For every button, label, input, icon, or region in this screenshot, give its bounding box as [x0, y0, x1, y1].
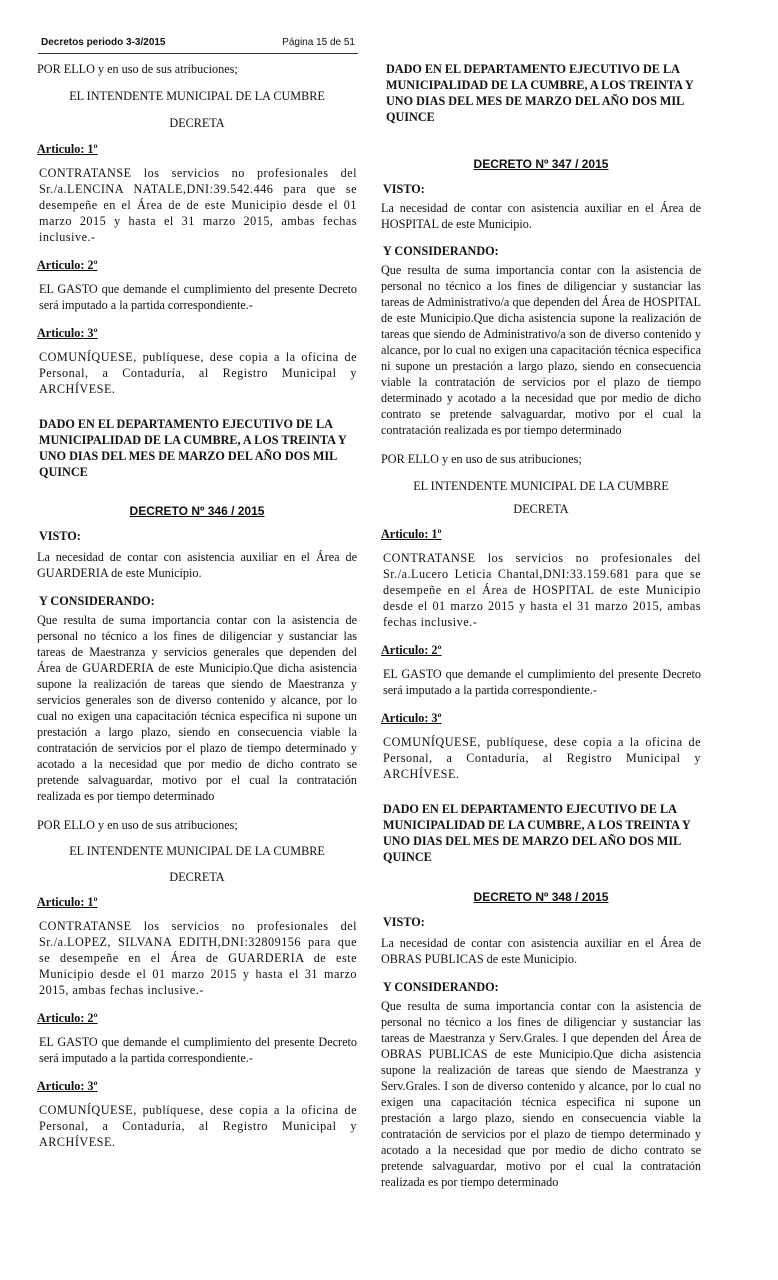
- article-2-text: EL GASTO que demande el cumplimiento del presente Decreto será imputado a la partida correspondiente.-: [39, 282, 357, 312]
- b-article-1-text: CONTRATANSE los servicios no profesionales del Sr./a.LOPEZ, SILVANA EDITH,DNI:32809156 para que se desempeñe en el Área de GUARDERIA de este Municipio desde el 01 marzo 2015 y hasta el 31 marzo 2015, ambas fechas inclusive.-: [39, 919, 357, 997]
- article-1-label: Articulo: 1º: [37, 142, 98, 156]
- page-header: [41, 37, 355, 51]
- right-column: [381, 61, 701, 1190]
- b-article-3-label: Articulo: 3º: [37, 1079, 98, 1093]
- considerando-text-348: Que resulta de suma importancia contar con la asistencia de personal no técnico a los fines de diligenciar y sustanciar las tareas de Maestranza y Serv.Grales. I que dependen del Área de OBRAS PUBLICAS de este Municipio.Que dicha asistencia supone la realización de tareas que siendo de Maestranza y Serv.Grales. I son de diverso contenido y alcance, por lo cual no exigen una capacitación técnica especifica ni supone un prestación a largo plazo, siendo en consecuencia viable la contratación de servicios por el plazo de tiempo determinado y acotado a la necesidad que por medio de dicho contrato se pretende salvaguardar, motivo por el cual la contratación realizada es por tiempo determinado: [381, 999, 701, 1189]
- dado-block-347: DADO EN EL DEPARTAMENTO EJECUTIVO DE LA MUNICIPALIDAD DE LA CUMBRE, A LOS TREINTA Y UNO DIAS DEL MES DE MARZO DEL AÑO DOS MIL QUINCE: [383, 802, 691, 864]
- considerando-text: Que resulta de suma importancia contar con la asistencia de personal no técnico a los fines de diligenciar y sustanciar las tareas de Maestranza y servicios generales que dependen del Área de GUARDERIA de este Municipio.Que dicha asistencia supone la realización de tareas que siendo de Maestranza y servicios generales son de diverso contenido y alcance, por lo cual no exigen una capacitación técnica especifica ni supone un prestación a largo plazo, siendo en consecuencia viable la contratación de servicios por el plazo de tiempo determinado y acotado a la necesidad que por medio de dicho contrato se pretende salvaguardar, motivo por el cual la contratación realizada es por tiempo determinado: [37, 613, 357, 803]
- decreto-347-title: DECRETO Nº 347 / 2015: [473, 157, 609, 171]
- decreta-heading-347: DECRETA: [513, 502, 569, 516]
- article-2-label-347: Articulo: 2º: [381, 643, 442, 657]
- visto-text: La necesidad de contar con asistencia auxiliar en el Área de GUARDERIA de este Municipio.: [37, 550, 357, 580]
- considerando-label-348: Y CONSIDERANDO:: [383, 980, 499, 994]
- visto-label: VISTO:: [39, 529, 81, 543]
- article-3-label-347: Articulo: 3º: [381, 711, 442, 725]
- intendente-heading: EL INTENDENTE MUNICIPAL DE LA CUMBRE: [69, 89, 325, 103]
- decreto-348-title: DECRETO Nº 348 / 2015: [473, 890, 609, 904]
- b-article-2-text: EL GASTO que demande el cumplimiento del presente Decreto será imputado a la partida correspondiente.-: [39, 1035, 357, 1065]
- b-article-2-label: Articulo: 2º: [37, 1011, 98, 1025]
- visto-label-347: VISTO:: [383, 182, 425, 196]
- article-3-text-347: COMUNÍQUESE, publíquese, dese copia a la oficina de Personal, a Contaduría, al Registro Municipal y ARCHÍVESE.: [383, 735, 701, 781]
- dado-block-top: DADO EN EL DEPARTAMENTO EJECUTIVO DE LA MUNICIPALIDAD DE LA CUMBRE, A LOS TREINTA Y UNO DIAS DEL MES DE MARZO DEL AÑO DOS MIL QUINCE: [386, 62, 694, 124]
- header-title: Decretos periodo 3-3/2015: [41, 37, 166, 48]
- header-divider: [38, 53, 358, 54]
- article-1-text: CONTRATANSE los servicios no profesionales del Sr./a.LENCINA NATALE,DNI:39.542.446 para que se desempeñe en el Área de de este Municipio desde el 01 marzo 2015 y hasta el 31 marzo 2015, ambas fechas inclusive.-: [39, 166, 357, 244]
- b-article-1-label: Articulo: 1º: [37, 895, 98, 909]
- article-2-text-347: EL GASTO que demande el cumplimiento del presente Decreto será imputado a la partida correspondiente.-: [383, 667, 701, 697]
- por-ello-text-347: POR ELLO y en uso de sus atribuciones;: [381, 452, 582, 466]
- visto-text-348: La necesidad de contar con asistencia auxiliar en el Área de OBRAS PUBLICAS de este Municipio.: [381, 936, 701, 966]
- decreto-346-title: DECRETO Nº 346 / 2015: [129, 504, 265, 518]
- considerando-text-347: Que resulta de suma importancia contar con la asistencia de personal no técnico a los fines de diligenciar y sustanciar las tareas de Administrativo/a que dependen del Área de HOSPITAL de este Municipio.Que dicha asistencia supone la realización de tareas que siendo de Administrativo/a son de diverso contenido y alcance, por lo cual no exigen una capacitación técnica especifica ni supone un prestación a largo plazo, siendo en consecuencia viable la contratación de servicios por el plazo de tiempo determinado y acotado a la necesidad que por medio de dicho contrato se pretende salvaguardar, motivo por el cual la contratación realizada es por tiempo determinado: [381, 263, 701, 437]
- visto-label-348: VISTO:: [383, 915, 425, 929]
- por-ello-text-2: POR ELLO y en uso de sus atribuciones;: [37, 818, 238, 832]
- article-1-label-347: Articulo: 1º: [381, 527, 442, 541]
- dado-block: DADO EN EL DEPARTAMENTO EJECUTIVO DE LA MUNICIPALIDAD DE LA CUMBRE, A LOS TREINTA Y UNO DIAS DEL MES DE MARZO DEL AÑO DOS MIL QUINCE: [39, 417, 347, 479]
- intendente-heading-347: EL INTENDENTE MUNICIPAL DE LA CUMBRE: [413, 479, 669, 493]
- article-3-label: Articulo: 3º: [37, 326, 98, 340]
- article-2-label: Articulo: 2º: [37, 258, 98, 272]
- b-article-3-text: COMUNÍQUESE, publíquese, dese copia a la oficina de Personal, a Contaduría, al Registro Municipal y ARCHÍVESE.: [39, 1103, 357, 1149]
- considerando-label-347: Y CONSIDERANDO:: [383, 244, 499, 258]
- intendente-heading-2: EL INTENDENTE MUNICIPAL DE LA CUMBRE: [69, 844, 325, 858]
- left-column: [37, 61, 357, 1150]
- page-number: Página 15 de 51: [282, 37, 355, 48]
- decreta-heading: DECRETA: [169, 116, 225, 130]
- visto-text-347: La necesidad de contar con asistencia auxiliar en el Área de HOSPITAL de este Municipio.: [381, 201, 701, 231]
- article-1-text-347: CONTRATANSE los servicios no profesionales del Sr./a.Lucero Leticia Chantal,DNI:33.159.681 para que se desempeñe en el Área de HOSPITAL de este Municipio desde el 01 marzo 2015 y hasta el 31 marzo 2015, ambas fechas inclusive.-: [383, 551, 701, 629]
- decreta-heading-2: DECRETA: [169, 870, 225, 884]
- considerando-label: Y CONSIDERANDO:: [39, 594, 155, 608]
- article-3-text: COMUNÍQUESE, publíquese, dese copia a la oficina de Personal, a Contaduría, al Registro Municipal y ARCHÍVESE.: [39, 350, 357, 396]
- por-ello-text: POR ELLO y en uso de sus atribuciones;: [37, 62, 238, 76]
